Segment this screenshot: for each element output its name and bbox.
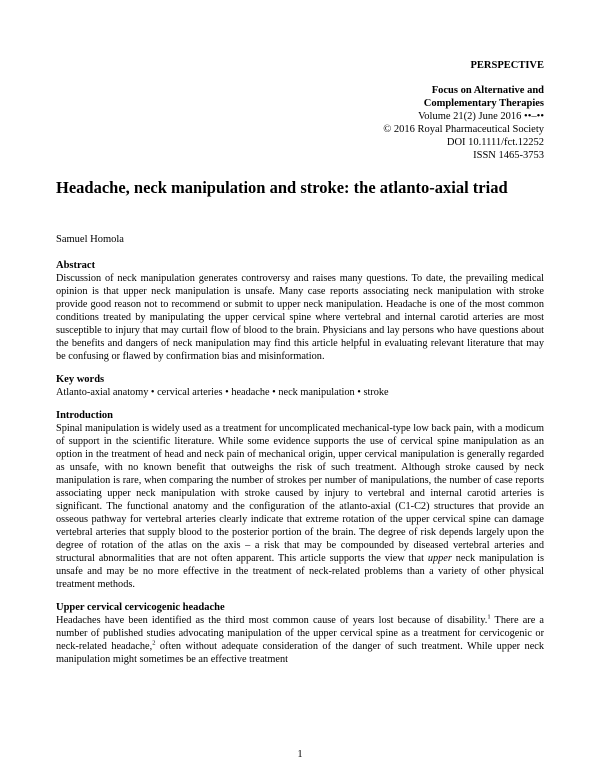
upper-cervical-text-part-2: There are a number of published studies advocating manipulation of the upper cervical spine as a treatment for cervicogenic or neck-related headache, xyxy=(56,615,544,652)
introduction-text-part-1: Spinal manipulation is widely used as a treatment for uncomplicated mechanical-type low back pain, with a modicum of support in the scientific literature. While some evidence supports the use of cervical spine manipulation as an option in the treatment of head and neck pain of mechanical origin, upper cervical manipulation is generally regarded as unsafe, with no known benefit that outweighs the risk of such treatment. Although stroke caused by neck manipulation is rare, when comparing the number of strokes per number of manipulations, the number of case reports associating upper neck manipulation with stroke caused by injury to vertebral and internal carotid arteries is significant. The functional anatomy and the configuration of the atlanto-axial (C1-C2) structures that provide an osseous pathway for vertebral arteries clearly indicate that extreme rotation of the upper cervical spine can damage vertebral arteries that supply blood to the posterior portion of the brain. The degree of risk depends largely upon the degree of rotation of the atlas on the axis – a risk that may be compounded by diseased vertebral arteries and structural abnormalities that are not often apparent. This article supports the view that xyxy=(56,423,544,564)
section-label: PERSPECTIVE xyxy=(470,60,544,71)
article-title: Headache, neck manipulation and stroke: the atlanto-axial triad xyxy=(56,178,508,197)
reference-marker-2: 2 xyxy=(152,639,156,647)
abstract-heading: Abstract xyxy=(56,260,96,271)
reference-marker-1: 1 xyxy=(487,613,491,621)
introduction-heading: Introduction xyxy=(56,410,113,421)
emphasized-word: upper xyxy=(427,553,452,564)
keywords-heading: Key words xyxy=(56,374,105,385)
page-number: 1 xyxy=(297,749,303,760)
introduction-text xyxy=(56,422,544,591)
author-name: Samuel Homola xyxy=(56,234,124,245)
upper-cervical-text-part-3: often without adequate consideration of the danger of such treatment. While upper neck manipulation might sometimes be an effective treatment xyxy=(56,641,544,665)
volume-info: Volume 21(2) June 2016 ••–•• xyxy=(418,111,544,122)
abstract-text: Discussion of neck manipulation generates controversy and raises many questions. To date, the prevailing medical opinion is that upper neck manipulation is unsafe. Many case reports associating neck manipulation with stroke provide good reason not to recommend or submit to upper neck manipulation. Headache is one of the most common conditions treated by manipulating the upper cervical spine where vertebral and internal carotid arteries are most susceptible to injury that may curtail flow of blood to the brain. Physicians and lay persons who have questions about the benefits and dangers of neck manipulation may find this article helpful in evaluating relevant literature that may be confusing or flawed by confirmation bias and misinformation. xyxy=(56,273,544,362)
introduction-text-part-2: neck manipulation is unsafe and may be no more effective in the treatment of neck-related problems than a variety of other physical treatment methods. xyxy=(56,553,544,590)
keywords-section xyxy=(56,373,544,399)
upper-cervical-heading: Upper cervical cervicogenic headache xyxy=(56,602,225,613)
upper-cervical-text xyxy=(56,614,544,666)
abstract-section xyxy=(56,259,544,363)
issn: ISSN 1465-3753 xyxy=(473,150,544,161)
introduction-section xyxy=(56,409,544,591)
upper-cervical-text-part-1: Headaches have been identified as the third most common cause of years lost because of disability. xyxy=(56,615,488,626)
article-body xyxy=(56,259,544,666)
keywords-text: Atlanto-axial anatomy • cervical arteries • headache • neck manipulation • stroke xyxy=(56,387,389,398)
copyright-notice: © 2016 Royal Pharmaceutical Society xyxy=(383,124,544,135)
journal-name-line-1: Focus on Alternative and xyxy=(431,85,544,96)
journal-name-line-2: Complementary Therapies xyxy=(423,98,544,109)
upper-cervical-section xyxy=(56,601,544,666)
journal-header xyxy=(284,59,544,162)
doi: DOI 10.1111/fct.12252 xyxy=(446,137,544,148)
